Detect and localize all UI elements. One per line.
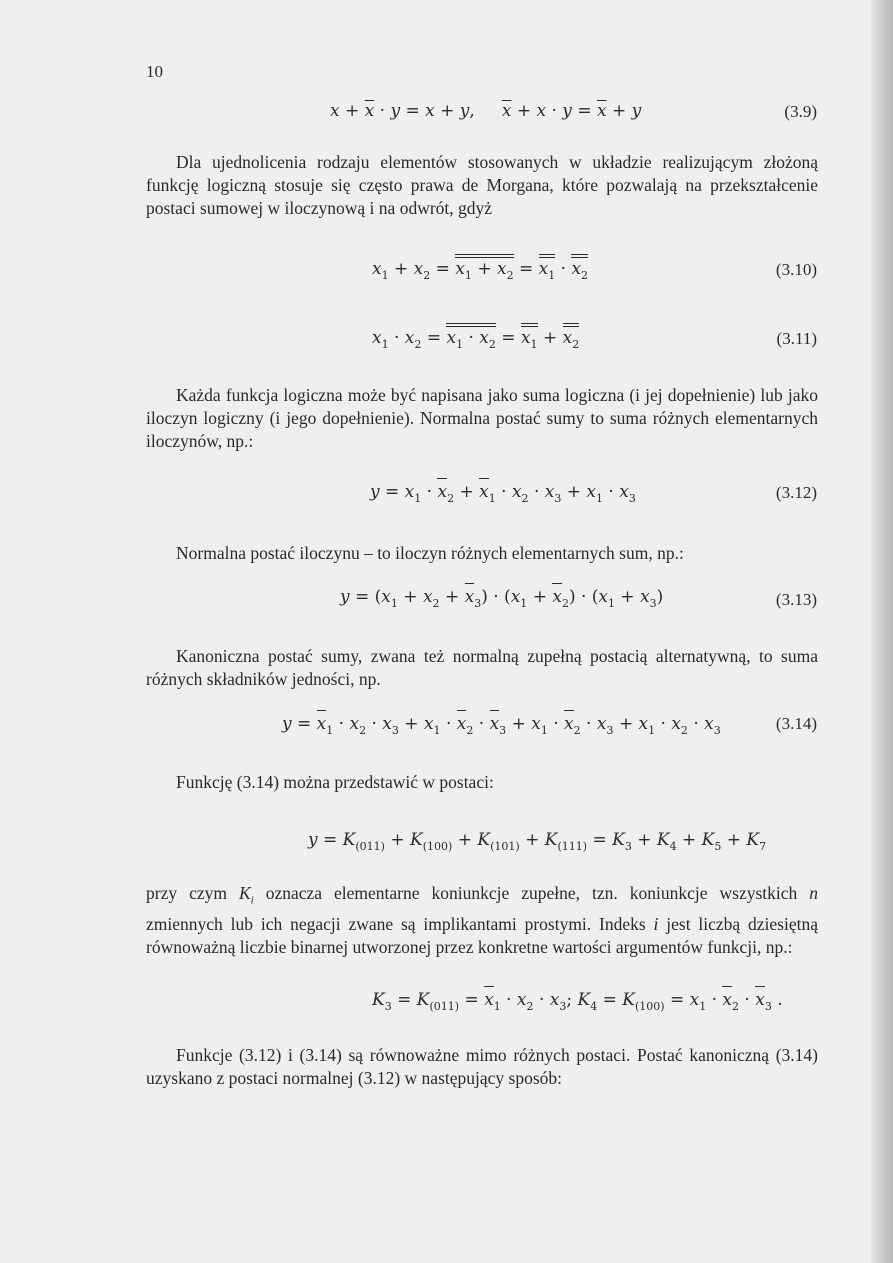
equation-3-13: $y = (x_1 + x_2 + x_3) \cdot (x_1 + x_2) \cdot (x_1 + x_3)$	[340, 587, 664, 610]
equation-3-11: $x_1 \cdot x_2 = x_1 \cdot x_2 = x_1 + x_2$	[372, 328, 580, 351]
paragraph-normal-product: Normalna postać iloczynu – to iloczyn różnych elementarnych sum, np.:	[176, 543, 684, 563]
equation-3-14: $y = x_1 \cdot x_2 \cdot x_3 + x_1 \cdot x_2 \cdot x_3 + x_1 \cdot x_2 \cdot x_3 + x_1 \cdot x_2 \cdot x_3$	[282, 714, 721, 737]
equation-3-10: $x_1 + x_2 = x_1 + x_2 = x_1 \cdot x_2$	[372, 259, 589, 282]
equation-k-terms: $y = K_{(011)} + K_{(100)} + K_{(101)} + K_{(111)} = K_3 + K_4 + K_5 + K_7$	[308, 830, 767, 853]
equation-3-9: $x + \overline{x} \cdot y = x + y$, $\overline{x} + x \cdot y = \overline{x} + y$	[330, 101, 642, 121]
paragraph-equivalence: Funkcje (3.12) i (3.14) są równoważne mimo różnych postaci. Postać kanoniczną (3.14) uzyskano z postaci normalnej (3.12) w następujący sposób:	[146, 1045, 818, 1088]
paragraph-function-form: Funkcję (3.14) można przedstawić w postaci:	[176, 772, 494, 792]
equation-3-12: $y = x_1 \cdot x_2 + x_1 \cdot x_2 \cdot x_3 + x_1 \cdot x_3$	[370, 482, 636, 505]
equation-number-3-14: (3.14)	[775, 714, 817, 733]
paragraph-canonical-sum: Kanoniczna postać sumy, zwana też normalną zupełną postacią alternatywną, to suma różnych składników jedności, np.	[146, 646, 818, 689]
equation-number-3-12: (3.12)	[775, 483, 817, 502]
equation-k3-k4-example: $K_3 = K_{(011)} = x_1 \cdot x_2 \cdot x_3$; $K_4 = K_{(100)} = x_1 \cdot x_2 \cdot x_3$ .	[372, 990, 783, 1013]
paragraph-ki-definition: przy czym $K_i$ oznacza elementarne koniunkcje zupełne, tzn. koniunkcje wszystkich n zmiennych lub ich negacji zwane są implikantami prostymi. Indeks i jest liczbą dziesiętną równoważną liczbie binarnej utworzonej przez konkretne wartości argumentów funkcji, np.:	[146, 883, 818, 957]
paragraph-normal-sum: Każda funkcja logiczna może być napisana jako suma logiczna (i jej dopełnienie) lub jako iloczyn logiczny (i jego dopełnienie). Normalna postać sumy to suma różnych elementarnych iloczynów, np.:	[146, 385, 818, 451]
page-number: 10	[146, 62, 163, 81]
equation-number-3-11: (3.11)	[776, 329, 817, 348]
equation-number-3-13: (3.13)	[775, 590, 817, 609]
equation-number-3-10: (3.10)	[775, 260, 817, 279]
paragraph-de-morgan: Dla ujednolicenia rodzaju elementów stosowanych w układzie realizującym złożoną funkcję logiczną stosuje się często prawa de Morgana, które pozwalają na przekształcenie postaci sumowej w iloczynową i na odwrót, gdyż	[146, 152, 818, 218]
equation-number-3-9: (3.9)	[784, 102, 817, 121]
book-spine-shadow	[871, 0, 893, 1263]
